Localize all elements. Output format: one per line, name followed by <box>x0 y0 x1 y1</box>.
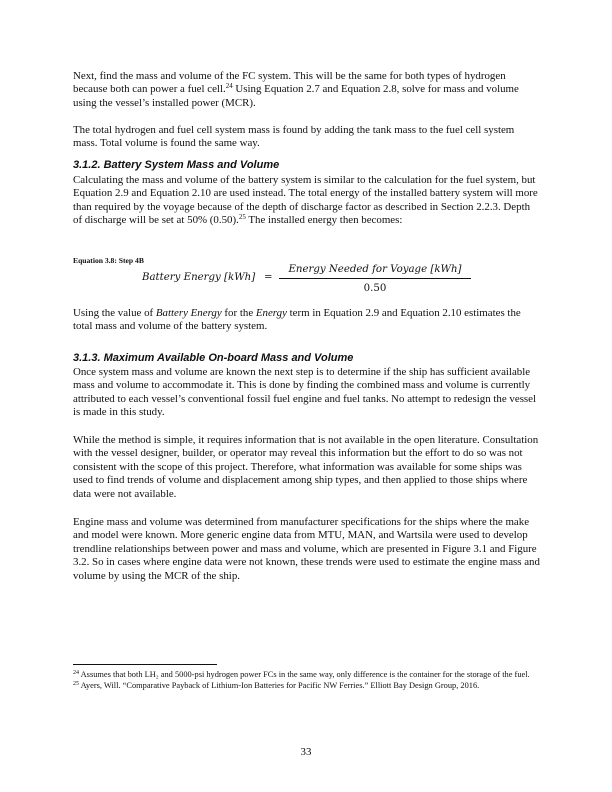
onboard-text-2: While the method is simple, it requires information that is not available in the open literature. Consultation with the vessel designer, builder, or operator may reveal this information but the effort to do so was not consistent with the scope of this project. Therefore, what information was available for some ships was used to find trends of volume and displacement among ship types, and then applied to those ships where data were not available. <box>73 434 539 500</box>
onboard-paragraph-3 <box>73 516 541 583</box>
page-number: 33 <box>300 746 312 758</box>
footnote-24-number: 24 <box>73 670 79 676</box>
using-text-c: term in Equation 2.9 and Equation 2.10 estimates the total mass and volume of the battery system. <box>73 307 521 333</box>
section-3-1-3-heading: 3.1.3. Maximum Available On-board Mass and Volume <box>73 352 354 364</box>
equation-numerator: Energy Needed for Voyage [kWh] <box>288 264 462 275</box>
total-mass-paragraph <box>73 124 541 151</box>
using-paragraph <box>73 307 541 334</box>
equation-denominator: 0.50 <box>363 283 387 294</box>
battery-text: Calculating the mass and volume of the battery system is similar to the calculation for the fuel system, but Equation 2.9 and Equation 2.10 are used instead. The total energy of the installed battery system will more than required by the voyage because of the depth of discharge factor as described in Section 2.2.3. Depth of discharge will be set at 50% (0.50). <box>73 174 538 227</box>
footnote-24 <box>73 670 543 681</box>
footnote-ref-24: 24 <box>225 82 233 91</box>
equation-label: Equation 3.8: Step 4B <box>73 256 144 265</box>
battery-text-cont: The installed energy then becomes: <box>245 214 403 227</box>
using-term-energy: Energy <box>255 307 287 319</box>
fraction-bar <box>279 278 471 279</box>
equation-equals: = <box>264 272 273 283</box>
equation-fraction <box>279 263 471 295</box>
footnote-divider <box>73 664 217 665</box>
footnote-25-text: Ayers, Will. “Comparative Payback of Lithium-Ion Batteries for Pacific NW Ferries.” Elliott Bay Design Group, 2016. <box>79 680 480 690</box>
using-text-a: Using the value of <box>73 307 156 319</box>
equation-lhs: Battery Energy [kWh] <box>142 272 256 283</box>
onboard-text-3: Engine mass and volume was determined from manufacturer specifications for the ships where the make and model were known. More generic engine data from MTU, MAN, and Wartsila were used to develop trendline relationships between power and mass and volume, which are presented in Figure 3.1 and Figure 3.2. So in cases where engine data were not known, these trends were used to estimate the engine mass and volume by using the MCR of the ship. <box>73 516 540 582</box>
onboard-paragraph-2 <box>73 434 541 501</box>
footnote-24-text: Assumes that both LH₂ and 5000-psi hydrogen power FCs in the same way, only difference is the container for the storage of the fuel. <box>79 670 530 679</box>
intro-text: Next, find the mass and volume of the FC system. This will be the same for both types of hydrogen because both can power a fuel cell. <box>73 70 506 96</box>
battery-paragraph <box>73 174 541 228</box>
footnote-25-number: 25 <box>73 680 79 687</box>
total-mass-text: The total hydrogen and fuel cell system mass is found by adding the tank mass to the fuel cell system mass. Total volume is found the same way. <box>73 124 515 150</box>
onboard-paragraph-1 <box>73 366 541 420</box>
footnotes <box>73 670 543 691</box>
intro-text-cont: Using Equation 2.7 and Equation 2.8, solve for mass and volume using the vessel’s installed power (MCR). <box>73 83 519 109</box>
section-3-1-2-heading: 3.1.2. Battery System Mass and Volume <box>73 159 280 171</box>
footnote-25 <box>73 681 543 692</box>
using-term-battery-energy: Battery Energy <box>155 307 222 319</box>
onboard-text-1: Once system mass and volume are known the next step is to determine if the ship has sufficient available mass and volume to accommodate it. This is done by finding the combined mass and volume is currently attributed to each vessel’s conventional fossil fuel engine and fuel tanks. No attempt to redesign the vessel is made in this study. <box>73 366 537 419</box>
footnote-ref-25: 25 <box>238 213 246 222</box>
using-text-b: for the <box>221 307 256 319</box>
equation-3-8 <box>142 263 482 297</box>
intro-paragraph <box>73 70 541 110</box>
